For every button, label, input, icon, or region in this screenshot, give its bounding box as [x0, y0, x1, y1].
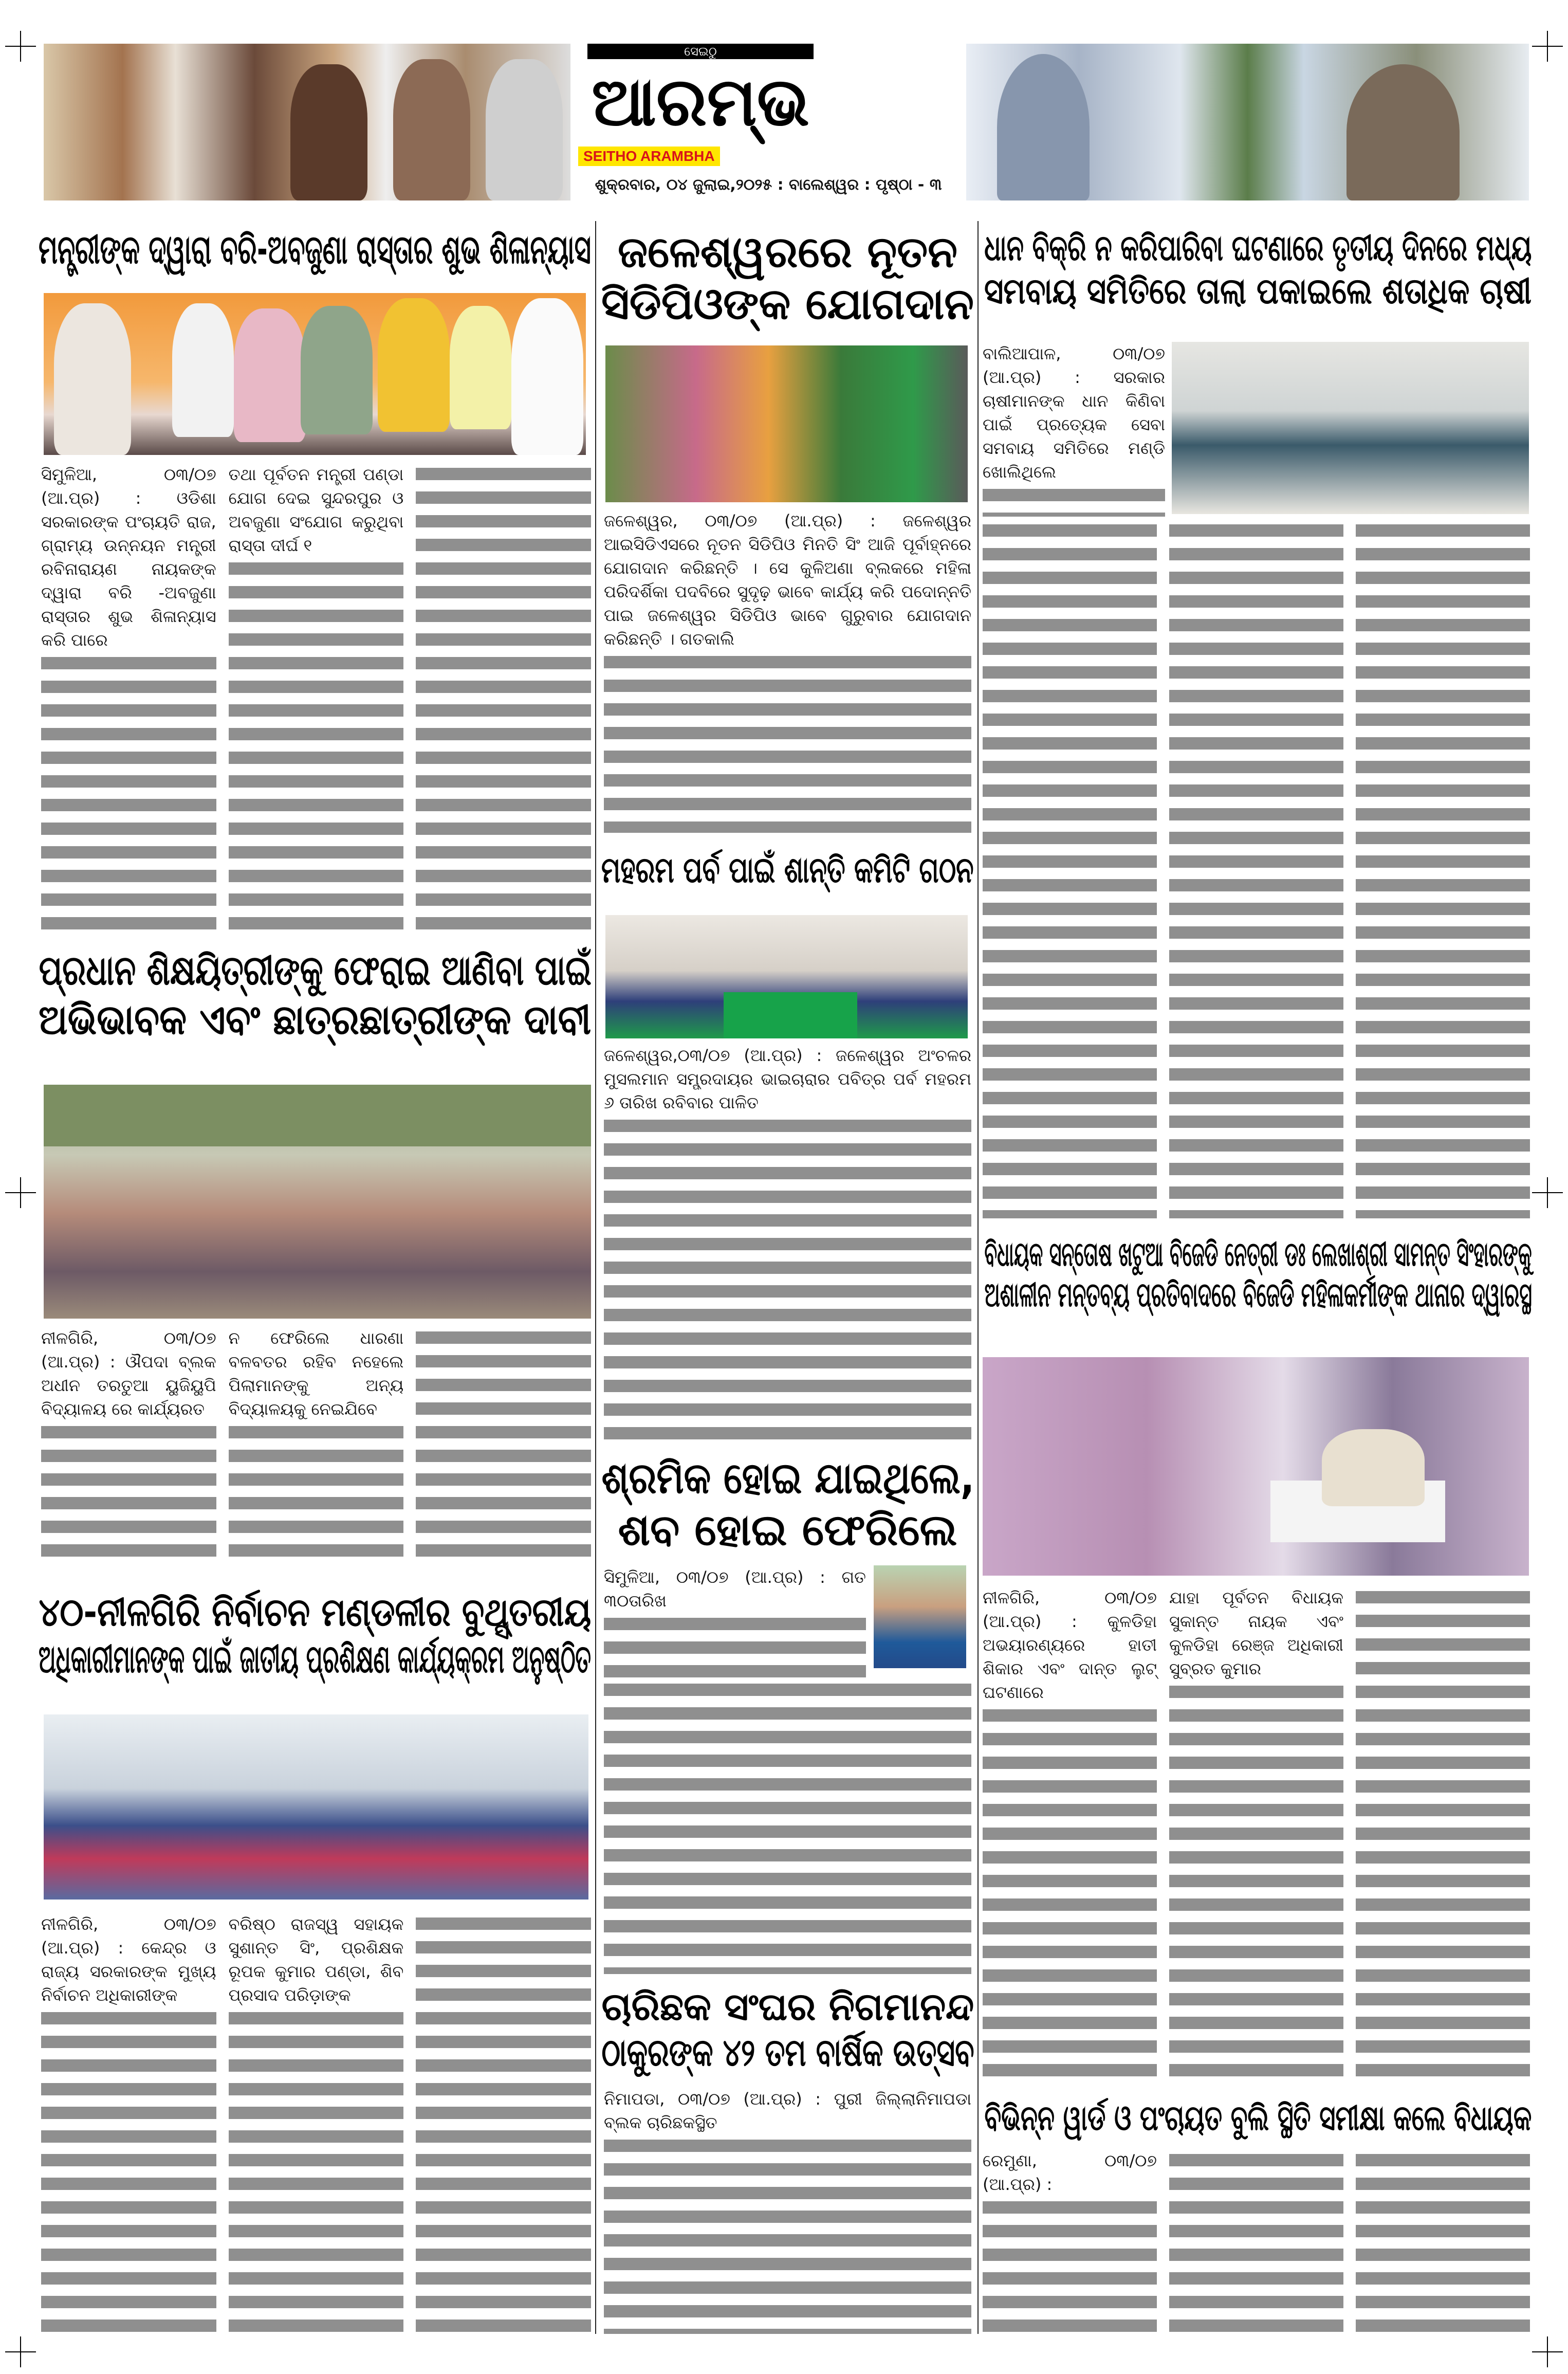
article-body [604, 509, 971, 833]
column-divider [977, 221, 979, 2334]
article-text: ତଥା ପୂର୍ବତନ ମନ୍ତ୍ରୀ ପଣ୍ଡା ଯୋଗ ଦେଇ ସୁନ୍ଦରପୁର ଓ ଅବଜୁଣା ସଂଯୋଗ କରୁଥିବା ରାସ୍ତା ଦୀର୍ଘ ୧ [228, 465, 404, 555]
crop-mark [5, 1177, 36, 1208]
article-body [41, 1326, 591, 1568]
article-text: ଜଳେଶ୍ୱର, ୦୩/୦୭ (ଆ.ପ୍ର) : ଜଳେଶ୍ୱର ଆଇସିଡିଏସରେ ନୂତନ ସିଡିପିଓ ମିନତି ସିଂ ଆଜି ପୂର୍ବାହ୍ନରେ ଯୋଗଦାନ କରିଛନ୍ତି । ସେ କୁଳିଅଣା ବ୍ଲକରେ ମହିଳା ପରିଦର୍ଶିକା ପଦବିରେ ସୁଦୃଢ଼ ଭାବେ କାର୍ଯ୍ୟ କରି ପଦୋନ୍ନତି ପାଇ ଜଳେଶ୍ୱର ସିଡିପିଓ ଭାବେ ଗୁରୁବାର ଯୋଗଦାନ କରିଛନ୍ତି । ଗତକାଲି [604, 511, 971, 649]
article-body [983, 2149, 1530, 2334]
article-photo [44, 1085, 591, 1319]
text-lines [416, 1912, 591, 2334]
article-text: ନୀଳଗିରି, ୦୩/୦୭ (ଆ.ପ୍ର) : ଔପଦା ବ୍ଲକ ଅଧୀନ ତରତୁଆ ୟୁଜିୟୁପି ବିଦ୍ୟାଳୟ ରେ କାର୍ଯ୍ୟରତ [41, 1328, 216, 1419]
text-lines [416, 1326, 591, 1568]
article-body [604, 1044, 971, 1439]
headline: ବିଭିନ୍ନ ୱାର୍ଡ ଓ ପଂଚାୟତ ବୁଲି ସ୍ଥିତି ସମୀକ୍ଷା କଲେ ବିଧାୟକ [984, 2098, 1532, 2139]
crop-mark [1532, 31, 1563, 62]
text-lines [41, 652, 216, 930]
article-text: ସିମୁଳିଆ, ୦୩/୦୭ (ଆ.ପ୍ର) : ଗତ ୩୦ତାରିଖ [604, 1567, 866, 1611]
article-body [41, 1912, 591, 2334]
article-text: ନୀଳଗିରି, ୦୩/୦୭ (ଆ.ପ୍ର) : କୁଳଡିହା ଅଭୟାରଣ୍ୟରେ ହାତୀ ଶିକାର ଏବଂ ଦାନ୍ତ ଲୁଟ୍ ଘଟଣାରେ [983, 1588, 1157, 1702]
header-image-right [966, 44, 1529, 200]
text-lines [1169, 519, 1343, 1218]
article-body-continued [983, 519, 1530, 1218]
headline: ବିଧାୟକ ସନ୍ତୋଷ ଖଟୁଆ ବିଜେଡି ନେତ୍ରୀ ଡଃ ଲେଖାଶ୍ରୀ ସାମନ୍ତ ସିଂହାରଙ୍କୁ ଅଶାଳୀନ ମନ୍ତବ୍ୟ ପ୍ରତିବାଦରେ ବିଜେଡି ମହିଳାକର୍ମୀଙ୍କ ଥାନାର ଦ୍ୱାରସ୍ଥ [984, 1234, 1532, 1315]
logo-tagline: SEITHO ARAMBHA [578, 147, 720, 166]
header-image-left [44, 44, 570, 200]
crop-mark [1532, 1177, 1563, 1208]
dateline: ଶୁକ୍ରବାର, ୦୪ ଜୁଲାଇ,୨୦୨୫ : ବାଲେଶ୍ୱର : ପୃଷ୍ଠା - ୩ [595, 176, 942, 194]
article-photo [44, 293, 586, 455]
text-lines [416, 463, 591, 930]
article-photo [605, 915, 968, 1038]
article-body-continued [604, 1678, 971, 1974]
article-body [604, 2087, 971, 2334]
crop-mark [1532, 2336, 1563, 2367]
text-lines [229, 1421, 404, 1568]
article-body [983, 342, 1165, 517]
text-lines [1356, 519, 1530, 1218]
headline: ମହରମ ପର୍ବ ପାଇଁ ଶାନ୍ତି କମିଟି ଗଠନ [601, 849, 974, 891]
text-lines [983, 519, 1157, 1218]
column-divider [595, 221, 596, 2334]
text-lines [604, 2134, 971, 2334]
text-lines [41, 1421, 216, 1568]
text-lines [41, 2007, 216, 2334]
article-body [41, 463, 591, 930]
text-lines [1356, 1586, 1530, 2087]
article-photo [983, 1357, 1529, 1576]
text-lines [983, 1704, 1157, 2087]
text-lines [1169, 2149, 1343, 2334]
text-lines [983, 484, 1165, 517]
article-text: ନୀଳଗିରି, ୦୩/୦୭ (ଆ.ପ୍ର) : କେନ୍ଦ୍ର ଓ ରାଜ୍ୟ ସରକାରଙ୍କ ମୁଖ୍ୟ ନିର୍ବାଚନ ଅଧିକାରୀଙ୍କ [41, 1914, 216, 2005]
article-text: ବାଲିଆପାଳ, ୦୩/୦୭ (ଆ.ପ୍ର) : ସରକାର ଚାଷୀମାନଙ୍କ ଧାନ କିଣିବା ପାଇଁ ପ୍ରତ୍ୟେକ ସେବା ସମବାୟ ସମିତିରେ ମଣ୍ଡି ଖୋଲିଥିଲେ [983, 344, 1165, 482]
text-lines [604, 1678, 971, 1974]
crop-mark [5, 31, 36, 62]
article-text: ସିମୁଳିଆ, ୦୩/୦୭ (ଆ.ପ୍ର) : ଓଡିଶା ସରକାରଙ୍କ ପଂଚାୟତି ରାଜ, ଗ୍ରାମ୍ୟ ଉନ୍ନୟନ ମନ୍ତ୍ରୀ ରବିନାରାୟଣ ନାୟକଙ୍କ ଦ୍ୱାରା ବରି -ଅବଜୁଣା ରାସ୍ତାର ଶୁଭ ଶିଳାନ୍ୟାସ କରି ପାରେ [41, 465, 216, 650]
headline: ଜଳେଶ୍ୱରରେ ନୂତନ ସିଡିପିଓଙ୍କ ଯୋଗଦାନ [601, 227, 974, 329]
text-lines [1169, 1681, 1343, 2087]
article-photo [605, 345, 968, 502]
article-text: ଯାହା ପୂର୍ବତନ ବିଧାୟକ ସୁକାନ୍ତ ନାୟକ ଏବଂ କୁଳଡିହା ରେଞ୍ଜ ଅଧିକାରୀ ସୁବ୍ରତ କୁମାର [1169, 1588, 1343, 1678]
text-lines [604, 1115, 971, 1439]
article-photo [1172, 342, 1529, 514]
article-text: ଜଳେଶ୍ୱର,୦୩/୦୭ (ଆ.ପ୍ର) : ଜଳେଶ୍ୱର ଅଂଚଳର ମୁସଲମାନ ସମ୍ପ୍ରଦାୟର ଭାଇଚାରାର ପବିତ୍ର ପର୍ବ ମହରମ ୬ ତାରିଖ ରବିବାର ପାଳିତ [604, 1046, 971, 1112]
article-text: ରେମୁଣା, ୦୩/୦୭ (ଆ.ପ୍ର) : [983, 2151, 1157, 2194]
text-lines [604, 1613, 866, 1678]
headline: ପ୍ରଧାନ ଶିକ୍ଷୟିତ୍ରୀଙ୍କୁ ଫେରାଇ ଆଣିବା ପାଇଁ ଅଭିଭାବକ ଏବଂ ଛାତ୍ରଛାତ୍ରୀଙ୍କ ଦାବୀ [38, 946, 592, 1044]
article-text: ବରିଷ୍ଠ ରାଜସ୍ୱ ସହାୟକ ସୁଶାନ୍ତ ସିଂ, ପ୍ରଶିକ୍ଷକ ରୂପକ କୁମାର ପଣ୍ଡା, ଶିବ ପ୍ରସାଦ ପରିଡ଼ାଙ୍କ [228, 1914, 404, 2005]
article-text: ନିମାପଡା, ୦୩/୦୭ (ଆ.ପ୍ର) : ପୁରୀ ଜିଲ୍ଲାନିମାପଡା ବ୍ଲକ ଚାରିଛକସ୍ଥିତ [604, 2089, 971, 2132]
logo-top-band: ସେଇଠୁ [587, 44, 814, 59]
logo-title: ଆରମ୍ଭ [592, 63, 809, 141]
headline: ଧାନ ବିକ୍ରି ନ କରିପାରିବା ଘଟଣାରେ ତୃତୀୟ ଦିନରେ ମଧ୍ୟ ସମବାୟ ସମିତିରେ ତାଲା ପକାଇଲେ ଶତାଧିକ ଚାଷୀ [984, 227, 1532, 312]
text-lines [1356, 2149, 1530, 2334]
article-body [604, 1565, 866, 1678]
portrait-photo [874, 1565, 966, 1668]
article-body [983, 1586, 1530, 2087]
headline: ମନ୍ତ୍ରୀଙ୍କ ଦ୍ୱାରା ବରି-ଅବଜୁଣା ରାସ୍ତାର ଶୁଭ ଶିଳାନ୍ୟାସ [38, 227, 592, 273]
headline: ୪୦-ନୀଳଗିରି ନିର୍ବାଚନ ମଣ୍ଡଳୀର ବୁଥ୍ସ୍ତରୀୟ ଅଧିକାରୀମାନଙ୍କ ପାଇଁ ଜାତୀୟ ପ୍ରଶିକ୍ଷଣ କାର୍ଯ୍ୟକ୍ରମ ଅନୁଷ୍ଠିତ [39, 1589, 592, 1682]
article-text: ନ ଫେରିଲେ ଧାରଣା ବଳବତର ରହିବ ନହେଲେ ପିଲାମାନଙ୍କୁ ଅନ୍ୟ ବିଦ୍ୟାଳୟକୁ ନେଇଯିବେ [228, 1328, 404, 1419]
text-lines [604, 651, 971, 833]
headline: ଚାରିଛକ ସଂଘର ନିଗମାନନ୍ଦ ଠାକୁରଙ୍କ ୪୨ ତମ ବାର୍ଷିକ ଉତ୍ସବ [601, 1985, 974, 2075]
text-lines [983, 2196, 1157, 2334]
headline: ଶ୍ରମିକ ହୋଇ ଯାଇଥିଲେ, ଶବ ହୋଇ ଫେରିଲେ [601, 1453, 974, 1555]
article-photo [44, 1714, 588, 1900]
text-lines [229, 557, 404, 930]
text-lines [229, 2007, 404, 2334]
crop-mark [5, 2336, 36, 2367]
